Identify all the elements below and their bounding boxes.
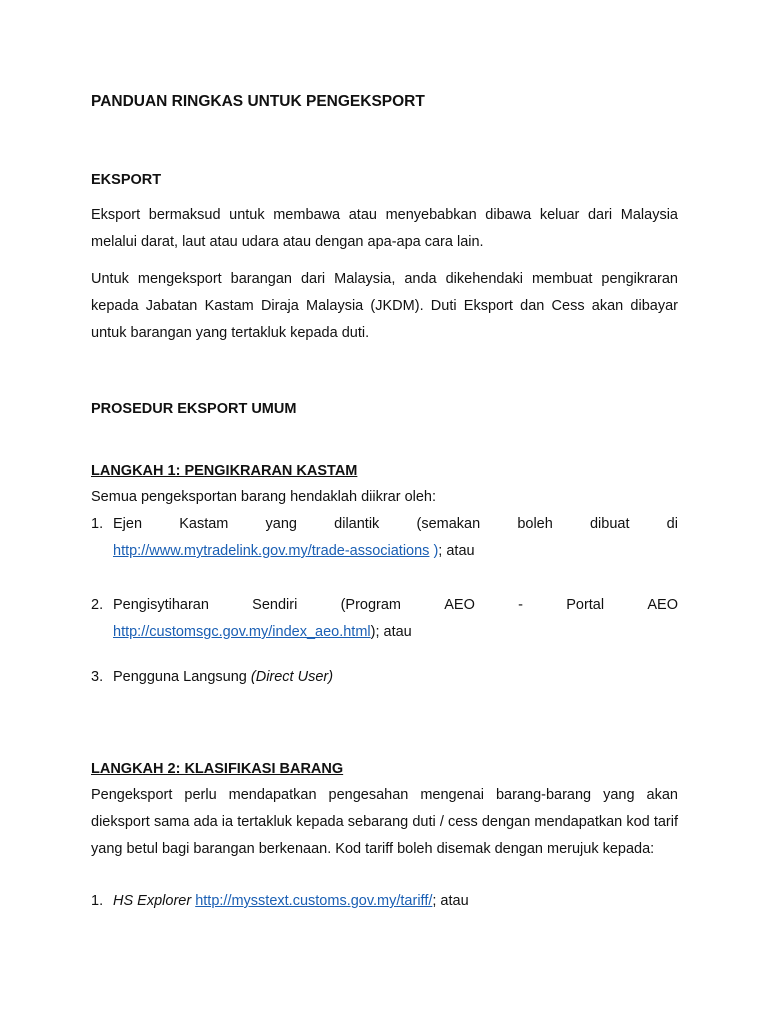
word: Ejen [113,516,143,532]
word: dilantik [334,516,380,532]
list-item-ejen-kastam [91,511,678,565]
list-item-line [113,619,678,646]
word: Pengisytiharan [113,597,209,613]
list-item-pengguna-langsung [91,664,678,691]
document-title: PANDUAN RINGKAS UNTUK PENGEKSPORT [91,93,425,110]
word: (semakan [416,516,481,532]
word: di [666,516,678,532]
paragraph-eksport-definition: Eksport bermaksud untuk membawa atau menyebabkan dibawa keluar dari Malaysia melalui darat, laut atau udara atau dengan apa-apa cara lain. [91,207,678,250]
list-item-line [113,888,678,915]
list-item-suffix: ; atau [438,543,475,559]
list-number: 1. [91,516,104,532]
word: - [518,597,523,613]
list-item-text: Pengguna Langsung [113,669,251,685]
word: boleh [517,516,553,532]
word: yang [265,516,297,532]
list-item-hs-explorer [91,888,678,915]
section-heading-eksport: EKSPORT [91,172,162,188]
list-number: 1. [91,893,104,909]
list-item-line [113,592,678,619]
paragraph-eksport-requirement: Untuk mengeksport barangan dari Malaysia, anda dikehendaki membuat pengikraran kepada Jabatan Kastam Diraja Malaysia (JKDM). Duti Eksport dan Cess akan dibayar untuk barangan yang tertakluk kepada duti. [91,271,678,341]
list-item-line [113,664,678,691]
link-trailing-paren: ) [429,543,439,559]
word: (Program [340,597,401,613]
list-item-suffix: ); atau [370,624,412,640]
paragraph-klasifikasi: Pengeksport perlu mendapatkan pengesahan mengenai barang-barang yang akan dieksport sama ada ia tertakluk kepada sebarang duti / cess dengan mendapatkan kod tarif yang betul bagi barangan berkenaan. Kod tariff boleh disemak dengan merujuk kepada: [91,787,678,857]
list-item-pengisytiharan-sendiri [91,592,678,646]
langkah-1-intro: Semua pengeksportan barang hendaklah diikrar oleh: [91,489,437,505]
word: Kastam [179,516,229,532]
list-item-italic-text: (Direct User) [250,669,334,685]
customsgc-aeo-link[interactable]: http://customsgc.gov.my/index_aeo.html [113,624,371,640]
section-heading-prosedur: PROSEDUR EKSPORT UMUM [91,401,297,417]
section-heading-langkah-1: LANGKAH 1: PENGIKRARAN KASTAM [91,463,358,479]
word: AEO [444,597,475,613]
word: AEO [647,597,678,613]
word: Sendiri [252,597,298,613]
word: dibuat [589,516,630,532]
mysstext-tariff-link[interactable]: http://mysstext.customs.gov.my/tariff/ [195,893,433,909]
word: Portal [566,597,605,613]
list-item-line [113,538,678,565]
list-number: 3. [91,669,104,685]
list-item-line [113,511,678,538]
list-number: 2. [91,597,104,613]
section-heading-langkah-2: LANGKAH 2: KLASIFIKASI BARANG [91,761,344,777]
list-item-italic-text: HS Explorer [113,893,192,909]
list-item-suffix: ; atau [432,893,469,909]
mytradelink-link[interactable]: http://www.mytradelink.gov.my/trade-associations [113,543,430,559]
